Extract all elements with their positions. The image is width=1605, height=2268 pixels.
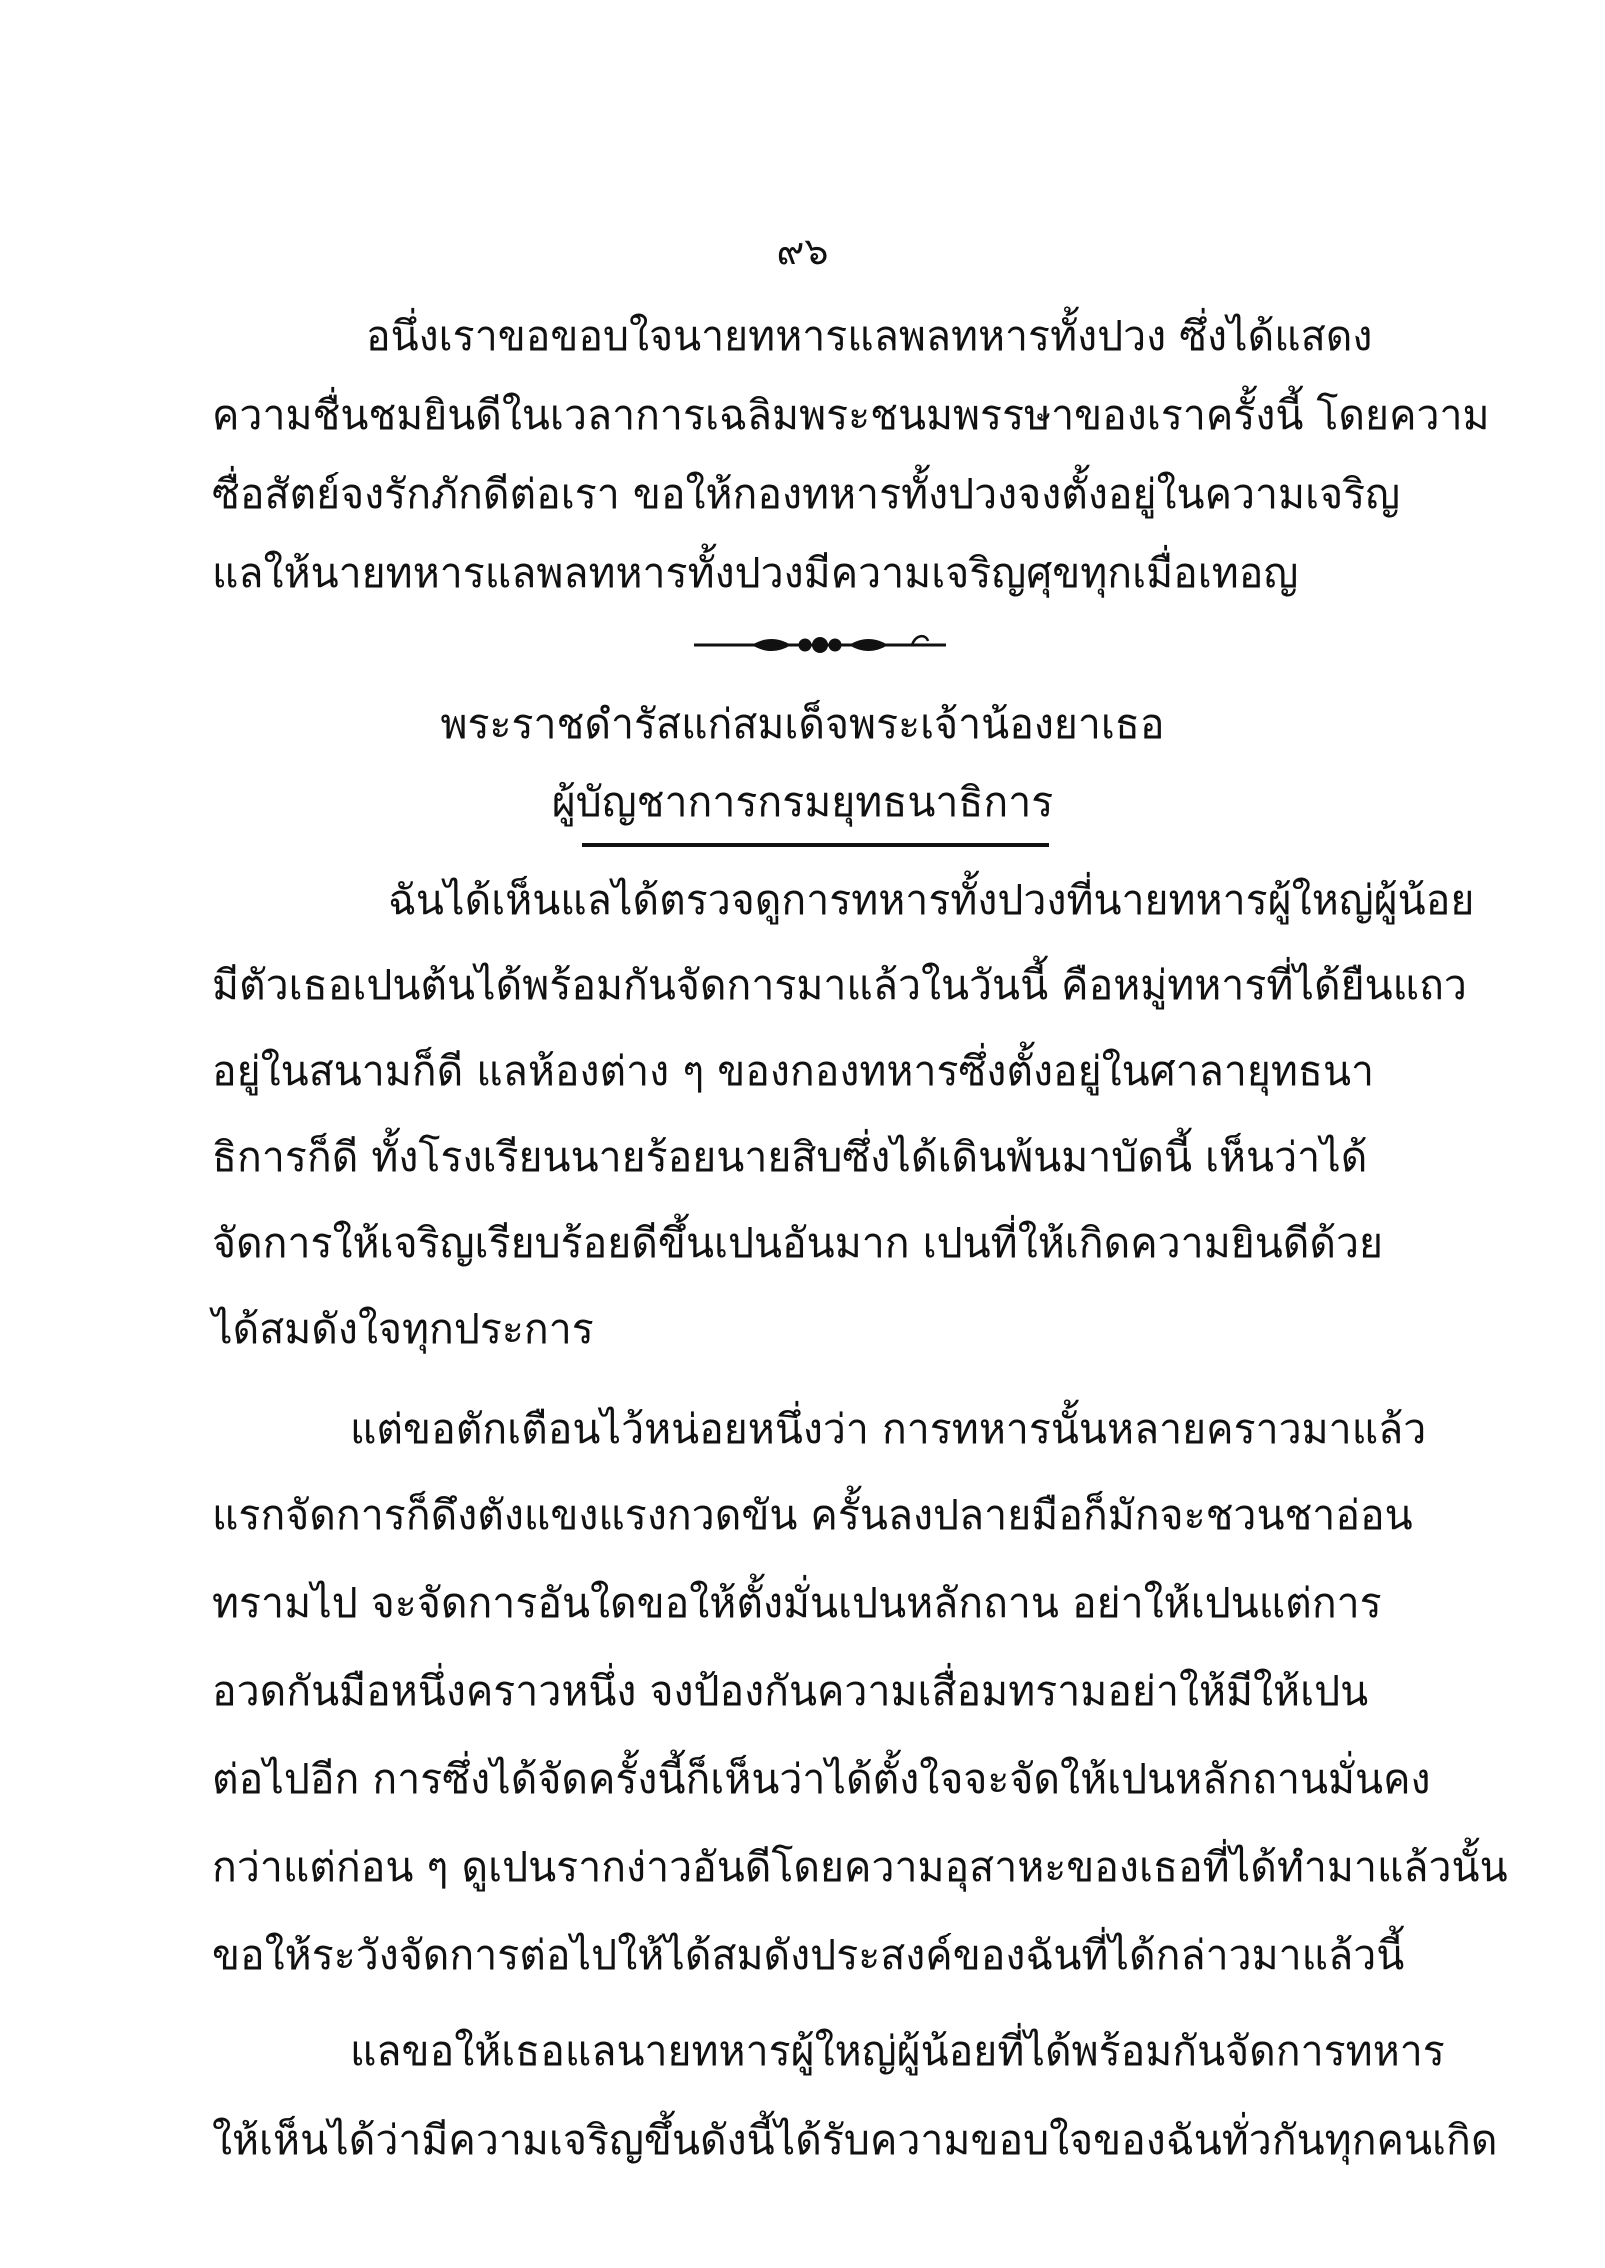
text-line: ธิการก็ดี ทั้งโรงเรียนนายร้อยนายสิบซึ่งได้เดินพ้นมาบัดนี้ เห็นว่าได้ [212,1133,1368,1181]
section-heading: พระราชดำรัสแก่สมเด็จพระเจ้าน้องยาเธอ [440,700,1165,748]
text-line: ให้เห็นได้ว่ามีความเจริญขึ้นดังนี้ได้รับความขอบใจของฉันทั่วกันทุกคนเกิด [212,2116,1498,2164]
text-line: อยู่ในสนามก็ดี แลห้องต่าง ๆ ของกองทหารซึ่งตั้งอยู่ในศาลายุทธนา [212,1047,1374,1095]
text-line: แลขอให้เธอแลนายทหารผู้ใหญ่ผู้น้อยที่ได้พร้อมกันจัดการทหาร [350,2027,1445,2075]
text-line: ความชื่นชมยินดีในเวลาการเฉลิมพระชนมพรรษาของเราครั้งนี้ โดยความ [212,391,1490,439]
text-line: มีตัวเธอเปนต้นได้พร้อมกันจัดการมาแล้วในวันนี้ คือหมู่ทหารที่ได้ยืนแถว [212,961,1467,1009]
text-line: แลให้นายทหารแลพลทหารทั้งปวงมีความเจริญศุขทุกเมื่อเทอญ [212,549,1299,597]
text-line: จัดการให้เจริญเรียบร้อยดีขึ้นเปนอันมาก เปนที่ให้เกิดความยินดีด้วย [212,1219,1384,1267]
text-line: แต่ขอตักเตือนไว้หน่อยหนึ่งว่า การทหารนั้นหลายคราวมาแล้ว [350,1405,1427,1453]
text-line: ต่อไปอีก การซึ่งได้จัดครั้งนี้ก็เห็นว่าได้ตั้งใจจะจัดให้เปนหลักถานมั่นคง [212,1755,1431,1803]
text-line: แรกจัดการก็ดึงตังแขงแรงกวดขัน ครั้นลงปลายมือก็มักจะชวนชาอ่อน [212,1491,1413,1539]
heading-underline [582,843,1049,847]
ornament-divider [690,628,950,662]
text-line: อนึ่งเราขอขอบใจนายทหารแลพลทหารทั้งปวง ซึ่งได้แสดง [366,312,1373,360]
text-line: ซื่อสัตย์จงรักภักดีต่อเรา ขอให้กองทหารทั้งปวงจงตั้งอยู่ในความเจริญ [212,470,1401,518]
text-line: ขอให้ระวังจัดการต่อไปให้ได้สมดังประสงค์ของฉันที่ได้กล่าวมาแล้วนี้ [212,1931,1405,1979]
text-line: ทรามไป จะจัดการอันใดขอให้ตั้งมั่นเปนหลักถาน อย่าให้เปนแต่การ [212,1579,1382,1627]
text-line: ฉันได้เห็นแลได้ตรวจดูการทหารทั้งปวงที่นายทหารผู้ใหญ่ผู้น้อย [388,876,1475,924]
text-line: กว่าแต่ก่อน ๆ ดูเปนรากง่าวอันดีโดยความอุสาหะของเธอที่ได้ทำมาแล้วนั้น [212,1843,1508,1891]
page-number: ๙๖ [776,229,829,273]
text-line: ได้สมดังใจทุกประการ [212,1305,594,1353]
section-subheading: ผู้บัญชาการกรมยุทธนาธิการ [551,778,1054,826]
text-line: อวดกันมือหนึ่งคราวหนึ่ง จงป้องกันความเสื่อมทรามอย่าให้มีให้เปน [212,1667,1369,1715]
